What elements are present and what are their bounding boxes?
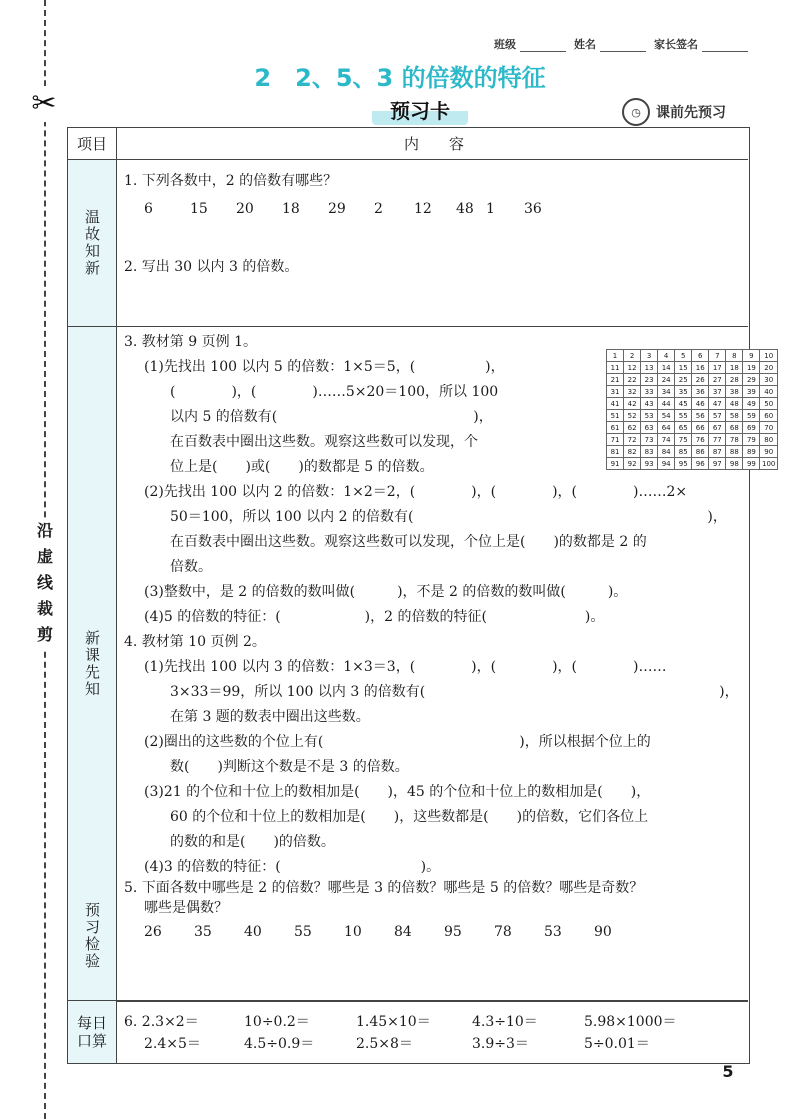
lesson-line: 数( )判断这个数是不是 3 的倍数。: [170, 759, 409, 775]
mental-math-row-1: [124, 1013, 694, 1031]
grid-cell: 4: [658, 350, 675, 362]
grid-cell: 44: [658, 398, 675, 410]
grid-cell: 53: [641, 410, 658, 422]
name-label: 姓名: [574, 38, 596, 51]
math-item: 5÷0.01＝: [584, 1036, 650, 1052]
question-5-line-2: 哪些是偶数？: [144, 900, 228, 916]
grid-cell: 78: [726, 434, 743, 446]
column-header-item: 项目: [68, 128, 117, 159]
grid-cell: 87: [709, 446, 726, 458]
section-check: [68, 871, 748, 1001]
lesson-line: (1)先找出 100 以内 5 的倍数：1×5＝5，( )，: [144, 359, 505, 375]
grid-cell: 16: [692, 362, 709, 374]
grid-cell: 17: [709, 362, 726, 374]
grid-cell: 5: [675, 350, 692, 362]
grid-row: [607, 362, 778, 374]
grid-cell: 11: [607, 362, 624, 374]
grid-cell: 28: [726, 374, 743, 386]
grid-cell: 6: [692, 350, 709, 362]
grid-cell: 34: [658, 386, 675, 398]
lesson-line: (2)圈出的这些数的个位上有( )，所以根据个位上的: [144, 734, 651, 750]
grid-cell: 47: [709, 398, 726, 410]
number-item: 6: [144, 201, 153, 217]
grid-cell: 71: [607, 434, 624, 446]
section-review-label: 温故知新: [68, 160, 117, 326]
section-mental-math: [68, 1001, 748, 1063]
grid-row: [607, 434, 778, 446]
grid-cell: 68: [726, 422, 743, 434]
grid-cell: 27: [709, 374, 726, 386]
number-item: 78: [494, 924, 512, 940]
question-5-line-1: 5. 下面各数中哪些是 2 的倍数？哪些是 3 的倍数？哪些是 5 的倍数？哪些是奇数？: [124, 880, 644, 896]
grid-cell: 66: [692, 422, 709, 434]
grid-cell: 74: [658, 434, 675, 446]
number-item: 1: [486, 201, 495, 217]
number-item: 53: [544, 924, 562, 940]
grid-cell: 59: [743, 410, 760, 422]
number-item: 36: [524, 201, 542, 217]
grid-cell: 29: [743, 374, 760, 386]
grid-cell: 60: [760, 410, 778, 422]
grid-cell: 1: [607, 350, 624, 362]
grid-cell: 36: [692, 386, 709, 398]
grid-cell: 75: [675, 434, 692, 446]
grid-cell: 38: [726, 386, 743, 398]
number-item: 26: [144, 924, 162, 940]
lesson-line: 倍数。: [170, 559, 212, 575]
class-blank[interactable]: [520, 41, 566, 52]
lesson-line: (4)3 的倍数的特征：( )。: [144, 859, 441, 875]
lesson-line: 在百数表中圈出这些数。观察这些数可以发现，个位上是( )的数都是 2 的: [170, 534, 647, 550]
question-2: 2. 写出 30 以内 3 的倍数。: [124, 259, 299, 275]
grid-cell: 86: [692, 446, 709, 458]
grid-cell: 67: [709, 422, 726, 434]
mental-math-label-text: 每日口算: [76, 1014, 107, 1050]
grid-cell: 73: [641, 434, 658, 446]
grid-cell: 43: [641, 398, 658, 410]
grid-row: [607, 350, 778, 362]
grid-cell: 12: [624, 362, 641, 374]
grid-cell: 90: [760, 446, 778, 458]
number-item: 95: [444, 924, 462, 940]
grid-cell: 31: [607, 386, 624, 398]
grid-cell: 89: [743, 446, 760, 458]
grid-cell: 77: [709, 434, 726, 446]
grid-cell: 24: [658, 374, 675, 386]
grid-row: [607, 386, 778, 398]
grid-cell: 62: [624, 422, 641, 434]
lesson-line: (2)先找出 100 以内 2 的倍数：1×2＝2，( )，( )，( )……2×: [144, 484, 688, 500]
number-item: 20: [236, 201, 254, 217]
grid-row: [607, 458, 778, 470]
grid-cell: 3: [641, 350, 658, 362]
question-1: 1. 下列各数中，2 的倍数有哪些？: [124, 173, 338, 189]
question-5-numbers: [144, 923, 634, 941]
scissors-icon: ✂: [31, 86, 57, 121]
lesson-line: 的数的和是( )的倍数。: [170, 834, 335, 850]
grid-cell: 55: [675, 410, 692, 422]
grid-cell: 69: [743, 422, 760, 434]
lesson-line: 60 的个位和十位上的数相加是( )，这些数都是( )的倍数，它们各位上: [170, 809, 649, 825]
lesson-line: 3. 教材第 9 页例 1。: [124, 334, 257, 350]
grid-cell: 46: [692, 398, 709, 410]
page-number: 5: [722, 1062, 734, 1081]
preview-card-heading: 预习卡: [372, 97, 468, 125]
lesson-line: 4. 教材第 10 页例 2。: [124, 634, 266, 650]
section-mental-math-content: [120, 1001, 748, 1063]
grid-cell: 100: [760, 458, 778, 470]
grid-cell: 26: [692, 374, 709, 386]
grid-cell: 32: [624, 386, 641, 398]
math-item: 3.9÷3＝: [472, 1036, 529, 1052]
grid-cell: 91: [607, 458, 624, 470]
grid-cell: 45: [675, 398, 692, 410]
lesson-line: 50＝100，所以 100 以内 2 的倍数有( )，: [170, 509, 727, 525]
grid-cell: 76: [692, 434, 709, 446]
grid-cell: 30: [760, 374, 778, 386]
number-item: 15: [190, 201, 208, 217]
grid-cell: 61: [607, 422, 624, 434]
parent-signature-blank[interactable]: [702, 41, 748, 52]
grid-cell: 19: [743, 362, 760, 374]
section-review-content: [120, 160, 748, 326]
grid-cell: 72: [624, 434, 641, 446]
prestudy-badge: [622, 98, 726, 126]
number-item: 2: [374, 201, 383, 217]
lesson-line: 在第 3 题的数表中圈出这些数。: [170, 709, 370, 725]
grid-cell: 79: [743, 434, 760, 446]
grid-cell: 97: [709, 458, 726, 470]
grid-cell: 22: [624, 374, 641, 386]
grid-cell: 99: [743, 458, 760, 470]
grid-cell: 40: [760, 386, 778, 398]
lesson-line: (3)整数中，是 2 的倍数的数叫做( )，不是 2 的倍数的数叫做( )。: [144, 584, 628, 600]
math-item: 2.4×5＝: [144, 1036, 201, 1052]
hundred-grid: [606, 349, 778, 470]
number-item: 18: [282, 201, 300, 217]
grid-cell: 37: [709, 386, 726, 398]
grid-cell: 94: [658, 458, 675, 470]
math-item: 5.98×1000＝: [584, 1014, 677, 1030]
grid-cell: 95: [675, 458, 692, 470]
grid-cell: 98: [726, 458, 743, 470]
column-header-content: 内 容: [403, 135, 464, 153]
lesson-line: (3)21 的个位和十位上的数相加是( )，45 的个位和十位上的数相加是( )，: [144, 784, 651, 800]
grid-cell: 64: [658, 422, 675, 434]
parent-signature-label: 家长签名: [654, 38, 698, 51]
grid-cell: 88: [726, 446, 743, 458]
grid-cell: 8: [726, 350, 743, 362]
number-item: 48: [456, 201, 474, 217]
lesson-line: (4)5 的倍数的特征：( )，2 的倍数的特征( )。: [144, 609, 605, 625]
grid-cell: 65: [675, 422, 692, 434]
number-item: 84: [394, 924, 412, 940]
header-fields: [494, 36, 752, 52]
grid-cell: 14: [658, 362, 675, 374]
grid-cell: 48: [726, 398, 743, 410]
math-item: 2.5×8＝: [356, 1036, 413, 1052]
section-check-label: 预习检验: [68, 871, 117, 1000]
grid-row: [607, 374, 778, 386]
grid-cell: 2: [624, 350, 641, 362]
lesson-line: (1)先找出 100 以内 3 的倍数：1×3＝3，( )，( )，( )……: [144, 659, 667, 675]
grid-cell: 93: [641, 458, 658, 470]
math-item: 1.45×10＝: [356, 1014, 431, 1030]
grid-cell: 58: [726, 410, 743, 422]
number-item: 55: [294, 924, 312, 940]
lesson-line: 3×33＝99，所以 100 以内 3 的倍数有( )，: [170, 684, 739, 700]
table-header-row: [68, 128, 748, 160]
grid-cell: 56: [692, 410, 709, 422]
lesson-line: 在百数表中圈出这些数。观察这些数可以发现，个: [170, 434, 478, 450]
grid-cell: 33: [641, 386, 658, 398]
mental-math-row-2: [124, 1035, 694, 1053]
grid-row: [607, 446, 778, 458]
grid-cell: 70: [760, 422, 778, 434]
grid-cell: 81: [607, 446, 624, 458]
grid-cell: 7: [709, 350, 726, 362]
grid-cell: 50: [760, 398, 778, 410]
name-blank[interactable]: [600, 41, 646, 52]
number-item: 29: [328, 201, 346, 217]
grid-cell: 23: [641, 374, 658, 386]
grid-cell: 20: [760, 362, 778, 374]
grid-cell: 10: [760, 350, 778, 362]
section-review: [68, 160, 748, 327]
grid-cell: 54: [658, 410, 675, 422]
grid-cell: 51: [607, 410, 624, 422]
grid-cell: 57: [709, 410, 726, 422]
row-indent: [124, 1035, 144, 1053]
section-mental-math-label: [68, 1001, 117, 1063]
page-title: 2 2、5、3 的倍数的特征: [254, 64, 546, 92]
number-item: 35: [194, 924, 212, 940]
class-label: 班级: [494, 38, 516, 51]
grid-cell: 21: [607, 374, 624, 386]
grid-cell: 84: [658, 446, 675, 458]
number-item: 12: [414, 201, 432, 217]
grid-cell: 15: [675, 362, 692, 374]
cut-label: 沿虚线裁剪: [32, 518, 58, 648]
section-check-content: [120, 871, 748, 1000]
lesson-line: 位上是( )或( )的数都是 5 的倍数。: [170, 459, 434, 475]
number-item: 90: [594, 924, 612, 940]
grid-cell: 41: [607, 398, 624, 410]
question-1-numbers: [144, 200, 554, 218]
grid-cell: 18: [726, 362, 743, 374]
grid-cell: 80: [760, 434, 778, 446]
number-item: 10: [344, 924, 362, 940]
prestudy-label: 课前先预习: [656, 105, 726, 121]
grid-cell: 39: [743, 386, 760, 398]
math-item: 4.5÷0.9＝: [244, 1036, 315, 1052]
content-table: [67, 127, 776, 1064]
grid-cell: 82: [624, 446, 641, 458]
grid-cell: 96: [692, 458, 709, 470]
lesson-line: 以内 5 的倍数有( )，: [170, 409, 493, 425]
grid-cell: 63: [641, 422, 658, 434]
grid-cell: 9: [743, 350, 760, 362]
grid-row: [607, 410, 778, 422]
math-item: 4.3÷10＝: [472, 1014, 538, 1030]
math-item: 10÷0.2＝: [244, 1014, 310, 1030]
grid-row: [607, 422, 778, 434]
grid-cell: 42: [624, 398, 641, 410]
grid-cell: 13: [641, 362, 658, 374]
lesson-line: ( )，( )……5×20＝100，所以 100: [170, 384, 499, 400]
number-item: 40: [244, 924, 262, 940]
grid-cell: 92: [624, 458, 641, 470]
grid-cell: 85: [675, 446, 692, 458]
grid-cell: 35: [675, 386, 692, 398]
clock-icon: ◷: [622, 98, 650, 126]
grid-row: [607, 398, 778, 410]
grid-cell: 52: [624, 410, 641, 422]
grid-cell: 25: [675, 374, 692, 386]
grid-cell: 49: [743, 398, 760, 410]
math-item: 6. 2.3×2＝: [124, 1014, 199, 1030]
grid-cell: 83: [641, 446, 658, 458]
section-new-lesson-label: 新课先知: [68, 327, 117, 1000]
